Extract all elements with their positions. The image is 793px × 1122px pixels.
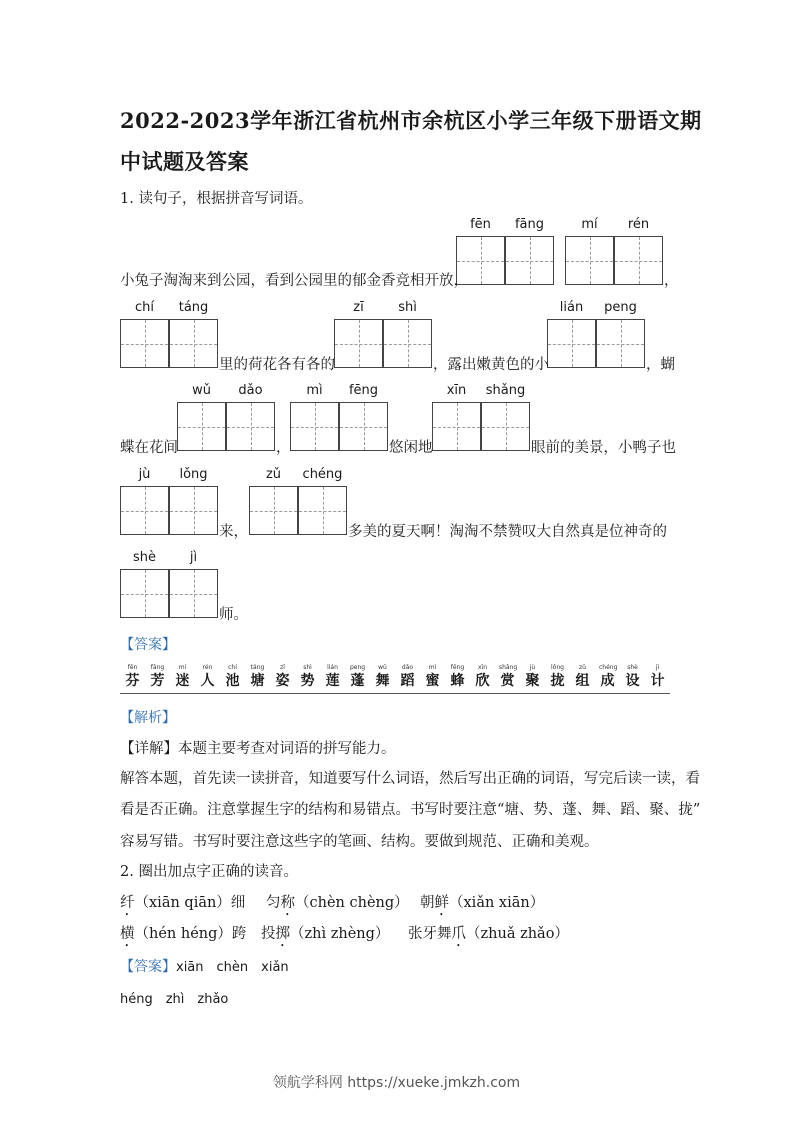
reading-item (261, 922, 389, 950)
answer-strip-cell (199, 663, 216, 690)
writing-box[interactable] (120, 569, 169, 618)
answer-character: 塘 (250, 673, 265, 689)
page-title-line2: 中试题及答案 (120, 149, 249, 174)
answer-strip-cell (324, 663, 341, 690)
answer-character: 蜜 (425, 673, 440, 689)
sentence-text: ，蝴 (646, 357, 675, 373)
writing-box[interactable] (432, 402, 481, 451)
pinyin: lián (559, 300, 584, 315)
writing-box[interactable] (565, 236, 614, 285)
writing-box[interactable] (334, 319, 383, 368)
reading-item (266, 891, 409, 919)
answer-character: 芬 (125, 673, 140, 689)
answer-character: 莲 (325, 673, 340, 689)
answer-character: 迷 (175, 673, 190, 689)
answer-pinyin: chéng (599, 664, 618, 671)
pinyin: táng (178, 300, 209, 315)
answer-character: 蹈 (400, 673, 415, 689)
pinyin: jù (138, 467, 151, 482)
answer-strip-cell (424, 663, 441, 690)
sentence-text: ，露出嫩黄色的小 (433, 357, 549, 373)
pinyin: peng (604, 300, 637, 315)
answer-line (120, 956, 289, 976)
pinyin: chéng (302, 467, 343, 482)
analysis-label: 【解析】 (120, 710, 176, 726)
answer-pinyin: fēng (450, 664, 465, 671)
pinyin: jì (189, 550, 198, 565)
answer-character: 赏 (500, 673, 515, 689)
answer-pinyin: jì (655, 664, 660, 671)
detail-line: 【详解】本题主要考查对词语的拼写能力。 (120, 741, 396, 757)
pinyin: chí (135, 300, 154, 315)
dotted-char: 鲜 (434, 895, 449, 911)
answer-character: 蜂 (450, 673, 465, 689)
answer-pinyin: mì (428, 664, 437, 671)
sentence-text: 多美的夏天啊！淘淘不禁赞叹大自然真是位神奇的 (348, 524, 667, 540)
answer-pinyin: zī (280, 664, 285, 671)
answer-strip-cell (499, 663, 516, 690)
sentence-text: 师。 (219, 607, 248, 623)
answer-text: xiān chèn xiǎn (176, 960, 289, 975)
answer-character: 芳 (150, 673, 165, 689)
pinyin: zǔ (265, 467, 282, 482)
writing-box[interactable] (120, 319, 169, 368)
answer-pinyin: rén (202, 664, 213, 671)
dotted-char: 横 (120, 926, 135, 942)
detail-line: 解答本题，首先读一读拼音，知道要写什么词语，然后写出正确的词语，写完后读一读，看 (120, 771, 700, 787)
reading-options: （zhuǎ zhǎo） (466, 926, 569, 942)
answer-strip-cell (374, 663, 391, 690)
answer-strip (120, 663, 670, 694)
writing-box[interactable] (339, 402, 388, 451)
footer-watermark: 领航学科网 https://xueke.jmkzh.com (272, 1075, 521, 1091)
answer-character: 聚 (525, 673, 540, 689)
answer-pinyin: jù (529, 664, 536, 671)
pinyin: fāng (514, 217, 545, 232)
answer-strip-cell (574, 663, 591, 690)
answer-pinyin: dǎo (401, 664, 414, 671)
answer-character: 人 (200, 673, 215, 689)
answer-pinyin: shǎng (499, 664, 518, 671)
sentence-text: 小兔子淘淘来到公园，看到公园里的郁金香竞相开放， (120, 273, 468, 289)
answer-pinyin: táng (250, 664, 265, 671)
reading-options: （hén héng）跨 (134, 926, 247, 942)
answer-character: 姿 (275, 673, 290, 689)
answer-strip-cell (624, 663, 641, 690)
answer-strip-cell (224, 663, 241, 690)
reading-item (120, 922, 246, 950)
reading-options: （xiǎn xiān） (449, 895, 545, 911)
answer-pinyin: shè (627, 664, 638, 671)
sentence-text: ， (664, 273, 679, 289)
answer-character: 设 (625, 673, 640, 689)
writing-box[interactable] (169, 486, 218, 535)
answer-strip-cell (124, 663, 141, 690)
detail-line: 看是否正确。注意掌握生字的结构和易错点。书写时要注意“塘、势、蓬、舞、蹈、聚、拢” (120, 802, 701, 818)
writing-box[interactable] (596, 319, 645, 368)
pinyin: mì (306, 383, 323, 398)
answer-strip-cell (274, 663, 291, 690)
writing-box[interactable] (290, 402, 339, 451)
writing-box[interactable] (226, 402, 275, 451)
pinyin: mí (581, 217, 598, 232)
pinyin: lǒng (179, 467, 208, 482)
answer-strip-cell (149, 663, 166, 690)
answer-strip-cell (649, 663, 666, 690)
sentence-text: 悠闲地 (389, 440, 433, 456)
sentence-text: 蝶在花间 (120, 440, 178, 456)
dotted-char: 纤 (120, 895, 135, 911)
reading-prefix: 匀 (266, 895, 281, 911)
sentence-text: 里的荷花各有各的 (219, 357, 335, 373)
pinyin: xīn (446, 383, 467, 398)
sentence-text: ， (276, 440, 291, 456)
answer-pinyin: fāng (150, 664, 165, 671)
writing-box[interactable] (177, 402, 226, 451)
writing-box[interactable] (169, 569, 218, 618)
writing-box[interactable] (383, 319, 432, 368)
writing-box[interactable] (481, 402, 530, 451)
sentence-text: 眼前的美景，小鸭子也 (531, 440, 676, 456)
pinyin: shè (132, 550, 156, 565)
sentence-text: 来， (219, 524, 248, 540)
answer-pinyin: zǔ (579, 664, 586, 671)
answer-pinyin: wǔ (378, 664, 387, 671)
answer-character: 池 (225, 673, 240, 689)
answer-pinyin: xīn (477, 664, 488, 671)
answer-character: 组 (575, 673, 590, 689)
question-2-prompt: 2. 圈出加点字正确的读音。 (120, 864, 298, 880)
answer-strip-cell (474, 663, 491, 690)
writing-box[interactable] (547, 319, 596, 368)
answer-strip-cell (299, 663, 316, 690)
answer-pinyin: chí (228, 664, 237, 671)
pinyin: fēn (470, 217, 491, 232)
writing-box[interactable] (169, 319, 218, 368)
reading-item (408, 922, 569, 950)
answer-strip-cell (449, 663, 466, 690)
answer-strip-cell (599, 663, 616, 690)
pinyin: fēng (348, 383, 379, 398)
writing-box[interactable] (249, 486, 298, 535)
answer-strip-cell (349, 663, 366, 690)
answer-pinyin: lián (327, 664, 338, 671)
answer-label: 【答案】 (120, 637, 176, 653)
pinyin: zī (353, 300, 364, 315)
writing-box[interactable] (614, 236, 663, 285)
answer-character: 舞 (375, 673, 390, 689)
pinyin: dǎo (238, 383, 263, 398)
answer-character: 势 (300, 673, 315, 689)
answer-character: 蓬 (350, 673, 365, 689)
reading-prefix: 张牙舞 (408, 926, 452, 942)
answer-text: héng zhì zhǎo (120, 992, 229, 1007)
pinyin: wǔ (192, 383, 211, 398)
pinyin: shì (398, 300, 417, 315)
answer-character: 拢 (550, 673, 565, 689)
dotted-char: 称 (280, 895, 295, 911)
reading-item (120, 891, 245, 919)
answer-pinyin: shì (303, 664, 312, 671)
reading-options: （chèn chèng） (295, 895, 409, 911)
answer-strip-cell (524, 663, 541, 690)
answer-pinyin: fēn (127, 664, 138, 671)
answer-pinyin: peng (349, 664, 366, 671)
dotted-char: 掷 (275, 926, 290, 942)
answer-pinyin: lǒng (551, 664, 564, 671)
pinyin: rén (627, 217, 650, 232)
reading-item (420, 891, 544, 919)
answer-character: 欣 (475, 673, 490, 689)
answer-character: 计 (650, 673, 665, 689)
dotted-char: 爪 (451, 926, 466, 942)
answer-label: 【答案】 (120, 959, 176, 975)
reading-prefix: 投 (261, 926, 276, 942)
writing-box[interactable] (505, 236, 554, 285)
detail-line: 容易写错。书写时要注意这些字的笔画、结构。要做到规范、正确和美观。 (120, 834, 599, 850)
answer-strip-cell (549, 663, 566, 690)
page-title-line1: 2022-2023学年浙江省杭州市余杭区小学三年级下册语文期 (120, 108, 702, 133)
answer-strip-cell (399, 663, 416, 690)
reading-prefix: 朝 (420, 895, 435, 911)
answer-strip-cell (174, 663, 191, 690)
answer-strip-cell (249, 663, 266, 690)
question-1-prompt: 1. 读句子，根据拼音写词语。 (120, 191, 313, 207)
reading-options: （zhì zhèng） (290, 926, 390, 942)
pinyin: shǎng (485, 383, 526, 398)
writing-box[interactable] (120, 486, 169, 535)
reading-options: （xiān qiān）细 (134, 895, 246, 911)
answer-character: 成 (600, 673, 615, 689)
writing-box[interactable] (298, 486, 347, 535)
answer-pinyin: mí (178, 664, 187, 671)
